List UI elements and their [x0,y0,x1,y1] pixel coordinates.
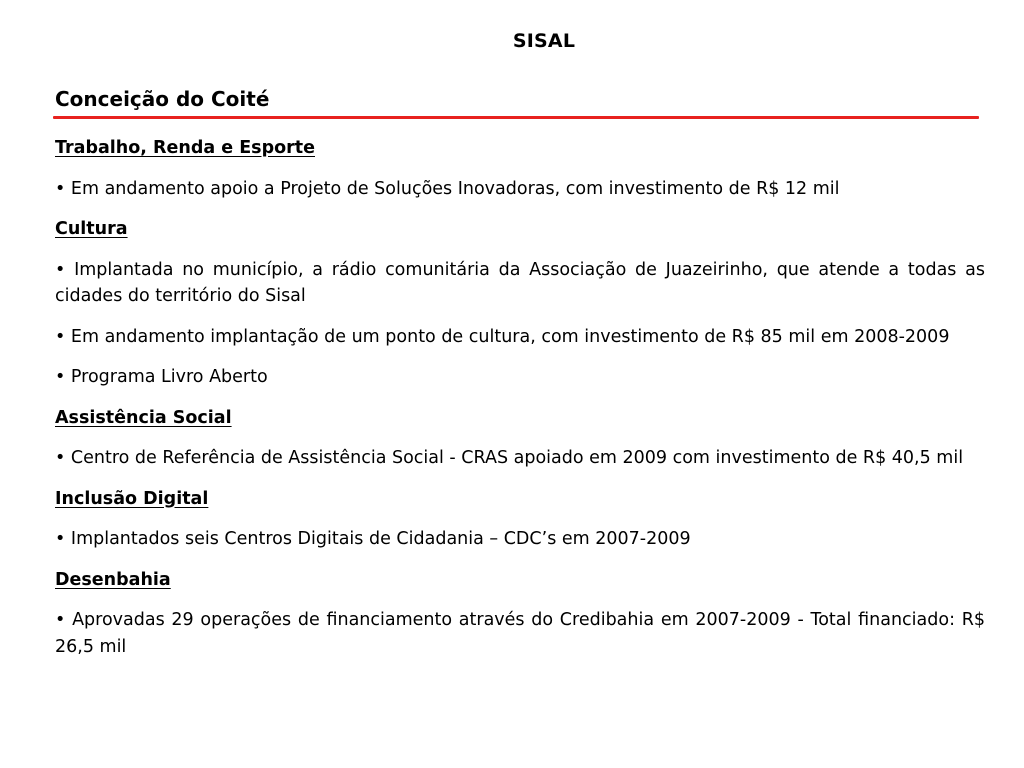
section-heading-assistencia-social: Assistência Social [55,407,232,428]
list-item-text: Implantados seis Centros Digitais de Cidadania – CDC’s em 2007-2009 [70,529,691,549]
list-item [55,526,985,553]
list-item [55,257,985,310]
slide-content [55,135,985,674]
list-item-text: Aprovadas 29 operações de financiamento através do Credibahia em 2007-2009 - Total financiado: R$ 26,5 mil [55,610,985,657]
list-item [55,324,985,351]
list-item [55,445,985,472]
bullet-icon: • [55,367,66,387]
section-heading-trabalho: Trabalho, Renda e Esporte [55,138,315,158]
slide-subtitle: Conceição do Coité [55,87,270,111]
bullet-icon: • [55,610,66,630]
list-item [55,176,985,203]
section-heading-inclusao-digital: Inclusão Digital [55,488,209,509]
list-item-text: Centro de Referência de Assistência Social - CRAS apoiado em 2009 com investimento de R$ 40,5 mil [70,448,964,468]
bullet-icon: • [55,448,66,468]
bullet-icon: • [55,529,66,549]
bullet-icon: • [55,326,66,347]
list-item-text: Em andamento implantação de um ponto de cultura, com investimento de R$ 85 mil em 2008-2009 [70,326,950,347]
list-item-text: Implantada no município, a rádio comunitária da Associação de Juazeirinho, que atende a todas as cidades do território do Sisal [55,259,985,306]
section-heading-cultura: Cultura [55,219,128,239]
bullet-icon: • [55,259,66,280]
bullet-icon: • [55,178,66,199]
list-item [55,607,985,660]
list-item-text: Em andamento apoio a Projeto de Soluções Inovadoras, com investimento de R$ 12 mil [70,178,840,199]
list-item [55,364,985,391]
slide-title: SISAL [512,30,576,52]
list-item-text: Programa Livro Aberto [70,367,268,387]
title-divider [53,116,979,119]
section-heading-desenbahia: Desenbahia [55,569,171,590]
